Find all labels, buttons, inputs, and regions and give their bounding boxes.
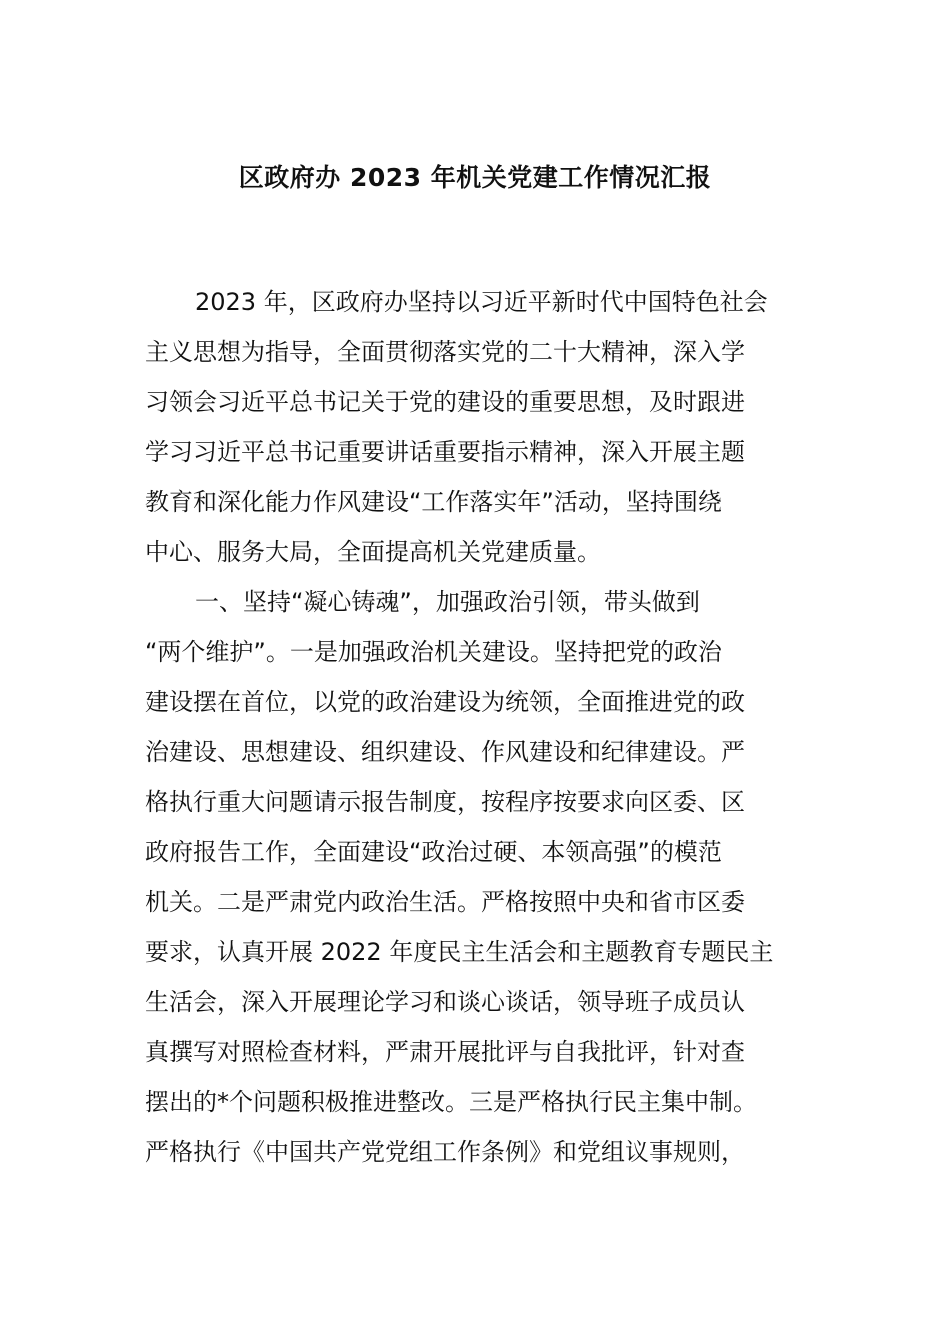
document-body xyxy=(145,281,810,1181)
paragraph-line: 格执行重大问题请示报告制度，按程序按要求向区委、区 xyxy=(145,788,745,816)
paragraph-line: 习领会习近平总书记关于党的建设的重要思想，及时跟进 xyxy=(145,388,745,416)
paragraph-line: 主义思想为指导，全面贯彻落实党的二十大精神，深入学 xyxy=(145,338,745,366)
paragraph-line: 政府报告工作，全面建设“政治过硬、本领高强”的模范 xyxy=(145,838,722,866)
paragraph-line: 要求，认真开展 2022 年度民主生活会和主题教育专题民主 xyxy=(145,938,774,966)
paragraph-line: 建设摆在首位，以党的政治建设为统领，全面推进党的政 xyxy=(145,688,745,716)
paragraph-line: 中心、服务大局，全面提高机关党建质量。 xyxy=(145,538,601,566)
paragraph-line: 机关。二是严肃党内政治生活。严格按照中央和省市区委 xyxy=(145,888,745,916)
paragraph-line: 生活会，深入开展理论学习和谈心谈话，领导班子成员认 xyxy=(145,988,745,1016)
paragraph-line: 教育和深化能力作风建设“工作落实年”活动，坚持围绕 xyxy=(145,488,722,516)
paragraph-line: 真撰写对照检查材料，严肃开展批评与自我批评，针对查 xyxy=(145,1038,745,1066)
paragraph-line: 2023 年，区政府办坚持以习近平新时代中国特色社会 xyxy=(195,288,768,316)
paragraph-line: 严格执行《中国共产党党组工作条例》和党组议事规则， xyxy=(145,1138,745,1166)
paragraph-line: 摆出的*个问题积极推进整改。三是严格执行民主集中制。 xyxy=(145,1088,757,1116)
paragraph-line: 学习习近平总书记重要讲话重要指示精神，深入开展主题 xyxy=(145,438,745,466)
document-title: 区政府办 2023 年机关党建工作情况汇报 xyxy=(238,163,712,192)
paragraph-line: 一、坚持“凝心铸魂”，加强政治引领，带头做到 xyxy=(195,588,700,616)
paragraph-line: 治建设、思想建设、组织建设、作风建设和纪律建设。严 xyxy=(145,738,745,766)
paragraph-line: “两个维护”。一是加强政治机关建设。坚持把党的政治 xyxy=(145,638,722,666)
